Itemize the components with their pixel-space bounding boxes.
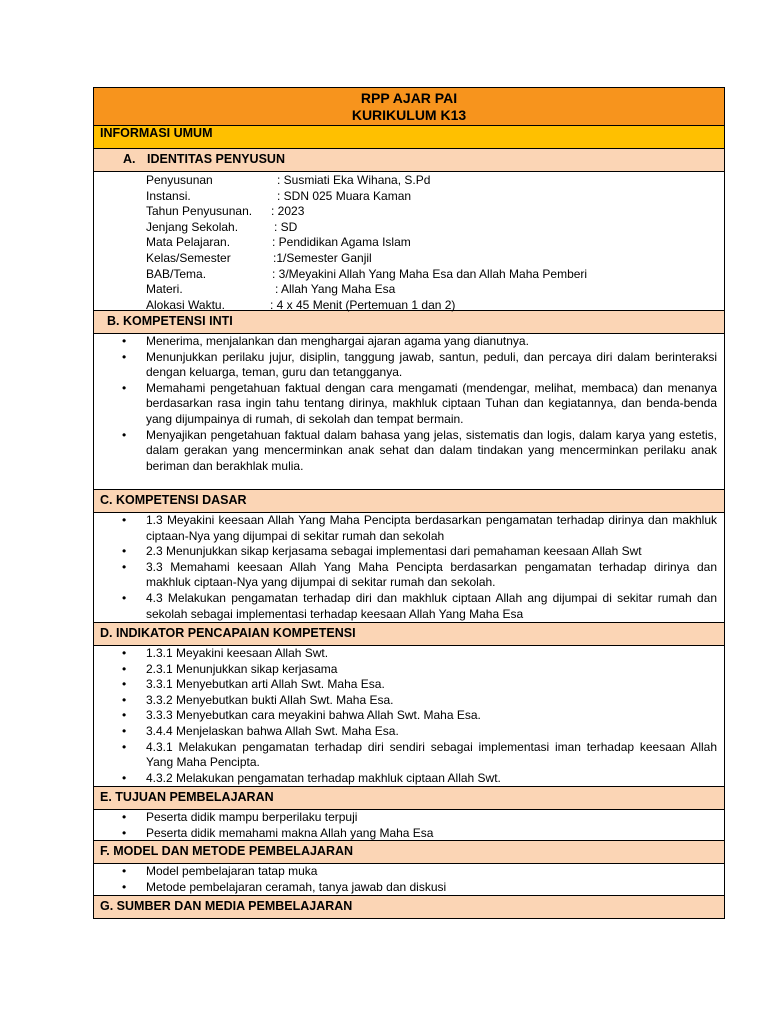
identity-row (146, 204, 717, 220)
identity-row (146, 189, 717, 205)
model-body (94, 864, 724, 896)
list-item: • Menyajikan pengetahuan faktual dalam bahasa yang jelas, sistematis dan logis, dalam karya yang estetis, dalam gerakan yang mencerminkan anak sehat dan dalam tindakan yang mencerminkan perilaku anak beriman dan berakhlak mulia. (146, 428, 717, 475)
identity-row (146, 251, 717, 267)
list-item: • 3.3 Memahami keesaan Allah Yang Maha Pencipta berdasarkan pengamatan terhadap dirinya dan makhluk ciptaan-Nya yang dijumpai di sekitar rumah dan sekolah. (146, 560, 717, 591)
identity-row (146, 220, 717, 236)
list-item: • Menerima, menjalankan dan menghargai ajaran agama yang dianutnya. (146, 334, 717, 350)
list-item: • 2.3 Menunjukkan sikap kerjasama sebagai implementasi dari pemahaman keesaan Allah Swt (146, 544, 717, 560)
kompetensi-dasar-heading: C. KOMPETENSI DASAR (94, 490, 724, 513)
list-item: • 3.3.3 Menyebutkan cara meyakini bahwa Allah Swt. Maha Esa. (146, 708, 717, 724)
list-item: • 3.3.1 Menyebutkan arti Allah Swt. Maha Esa. (146, 677, 717, 693)
list-item: • 3.3.2 Menyebutkan bukti Allah Swt. Maha Esa. (146, 693, 717, 709)
kompetensi-dasar-body (94, 513, 724, 623)
identity-key: Tahun Penyusunan. (146, 204, 253, 219)
sumber-heading: G. SUMBER DAN MEDIA PEMBELAJARAN (94, 896, 724, 918)
title-line-2: KURIKULUM K13 (351, 107, 467, 123)
indikator-heading: D. INDIKATOR PENCAPAIAN KOMPETENSI (94, 623, 724, 646)
list-item: • 1.3 Meyakini keesaan Allah Yang Maha Pencipta berdasarkan pengamatan terhadap dirinya dan makhluk ciptaan-Nya yang dijumpai di sekitar rumah dan sekolah (146, 513, 717, 544)
identity-row (146, 282, 717, 298)
kompetensi-inti-list (94, 334, 717, 474)
list-item: • 4.3.1 Melakukan pengamatan terhadap diri sendiri sebagai implementasi iman terhadap keesaan Allah Yang Maha Pencipta. (146, 740, 717, 771)
indikator-list (94, 646, 717, 786)
identity-key: Penyusunan (146, 173, 213, 187)
list-item: • Menunjukkan perilaku jujur, disiplin, tanggung jawab, santun, peduli, dan percaya diri dalam berinteraksi dengan keluarga, teman, guru dan tetangganya. (146, 350, 717, 381)
list-item: • 4.3 Melakukan pengamatan terhadap diri dan makhluk ciptaan Allah ang dijumpai di sekitar rumah dan sekolah sebagai implementasi terhadap keesaan Allah Yang Maha Esa (146, 591, 717, 622)
list-item: • 3.4.4 Menjelaskan bahwa Allah Swt. Maha Esa. (146, 724, 717, 740)
identity-key: Mata Pelajaran. (146, 235, 231, 250)
identity-value: : 2023 (271, 204, 305, 219)
kompetensi-dasar-list (94, 513, 717, 622)
list-item: • 1.3.1 Meyakini keesaan Allah Swt. (146, 646, 717, 662)
list-item: • Peserta didik mampu berperilaku terpuji (146, 810, 717, 826)
identitas-penyusun-heading (94, 149, 724, 172)
rpp-document (93, 87, 725, 919)
identity-key: BAB/Tema. (146, 266, 207, 281)
identity-value: : SDN 025 Muara Kaman (277, 188, 412, 203)
identity-value: :1/Semester Ganjil (273, 250, 372, 265)
section-title: IDENTITAS PENYUSUN (147, 152, 285, 166)
identity-key: Alokasi Waktu. (146, 297, 225, 312)
list-item: • 2.3.1 Menunjukkan sikap kerjasama (146, 662, 717, 678)
identity-row (146, 267, 717, 283)
section-letter: A. (123, 152, 136, 166)
kompetensi-inti-heading: B. KOMPETENSI INTI (94, 311, 724, 334)
identity-value: : Pendidikan Agama Islam (272, 235, 411, 250)
title-line-1: RPP AJAR PAI (360, 90, 458, 106)
kompetensi-inti-body (94, 334, 724, 490)
tujuan-body (94, 810, 724, 841)
identity-key: Kelas/Semester (146, 250, 231, 265)
identity-key: Jenjang Sekolah. (146, 219, 239, 234)
identity-value: : 3/Meyakini Allah Yang Maha Esa dan Allah Maha Pemberi (272, 266, 588, 281)
indikator-body (94, 646, 724, 787)
identity-value: : 4 x 45 Menit (Pertemuan 1 dan 2) (270, 297, 456, 312)
list-item: • Model pembelajaran tatap muka (146, 864, 717, 880)
document-title (94, 88, 724, 126)
identitas-penyusun-table (94, 172, 724, 311)
list-item: • Metode pembelajaran ceramah, tanya jawab dan diskusi (146, 880, 717, 896)
identity-key: Instansi. (146, 188, 191, 203)
tujuan-heading: E. TUJUAN PEMBELAJARAN (94, 787, 724, 810)
identity-row (146, 235, 717, 251)
model-heading: F. MODEL DAN METODE PEMBELAJARAN (94, 841, 724, 864)
tujuan-list (94, 810, 717, 841)
model-list (94, 864, 717, 895)
list-item: • 4.3.2 Melakukan pengamatan terhadap makhluk ciptaan Allah Swt. (146, 771, 717, 787)
list-item: • Peserta didik memahami makna Allah yang Maha Esa (146, 826, 717, 842)
identity-key: Materi. (146, 282, 183, 297)
identity-value: : SD (274, 219, 298, 234)
list-item: • Memahami pengetahuan faktual dengan cara mengamati (mendengar, melihat, membaca) dan menanya berdasarkan rasa ingin tahu tentang dirinya, makhluk ciptaan Tuhan dan kegiatannya, dan benda-benda yang dijumpainya di rumah, di sekolah dan tempat bermain. (146, 381, 717, 428)
identity-row (146, 173, 717, 189)
identity-value: : Susmiati Eka Wihana, S.Pd (277, 173, 431, 187)
identity-value: : Allah Yang Maha Esa (275, 282, 396, 297)
informasi-umum-heading: INFORMASI UMUM (94, 126, 724, 149)
